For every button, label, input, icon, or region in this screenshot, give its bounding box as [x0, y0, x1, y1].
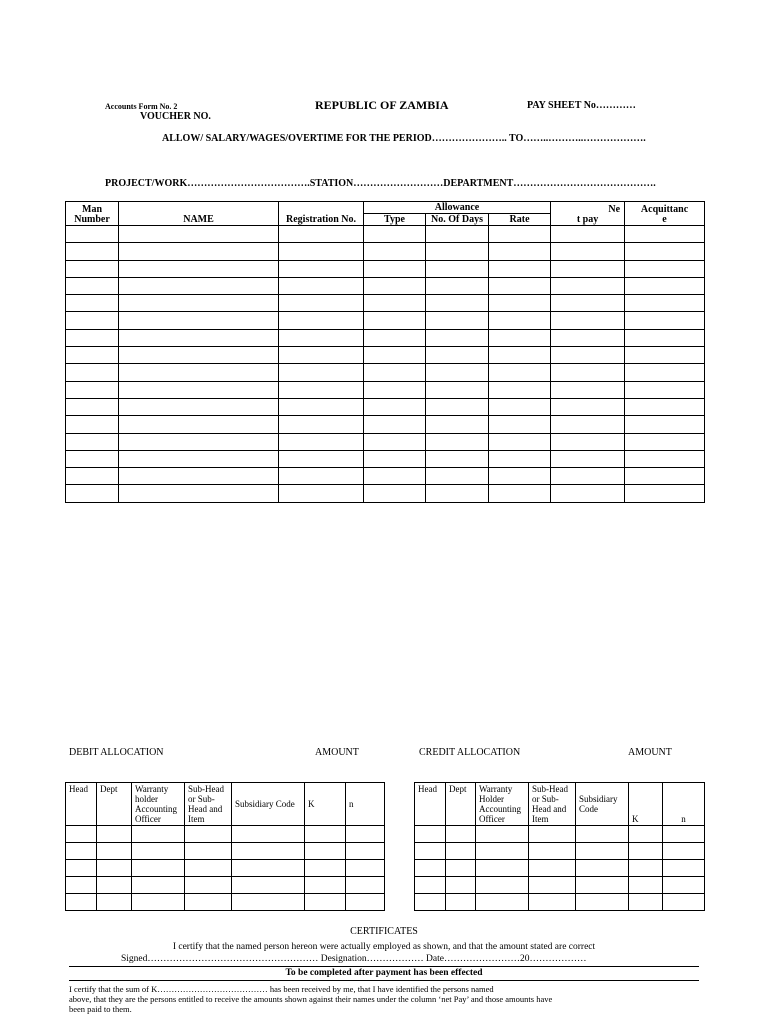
- table-cell: [119, 364, 279, 381]
- table-cell: [625, 381, 705, 398]
- col-man-number: Man Number: [66, 202, 119, 226]
- table-cell: [489, 243, 551, 260]
- table-cell: [119, 312, 279, 329]
- table-cell: [489, 312, 551, 329]
- table-cell: [279, 277, 364, 294]
- table-cell: [232, 877, 305, 894]
- credit-col-header: K: [629, 783, 663, 826]
- table-cell: [364, 433, 426, 450]
- table-cell: [551, 329, 625, 346]
- table-cell: [426, 226, 489, 243]
- table-cell: [119, 243, 279, 260]
- table-cell: [279, 416, 364, 433]
- table-cell: [551, 347, 625, 364]
- table-cell: [426, 450, 489, 467]
- credit-col-header: Dept: [446, 783, 476, 826]
- table-cell: [629, 860, 663, 877]
- table-cell: [279, 295, 364, 312]
- debit-col-header: Warranty holder Accounting Officer: [132, 783, 185, 826]
- table-cell: [132, 860, 185, 877]
- credit-col-header: Warranty Holder Accounting Officer: [476, 783, 529, 826]
- table-cell: [663, 843, 705, 860]
- table-cell: [66, 894, 97, 911]
- credit-col-header: Sub-Head or Sub-Head and Item: [529, 783, 576, 826]
- table-cell: [66, 329, 119, 346]
- table-cell: [66, 468, 119, 485]
- table-cell: [132, 826, 185, 843]
- table-cell: [529, 894, 576, 911]
- table-cell: [625, 295, 705, 312]
- payroll-table: [65, 201, 705, 503]
- table-cell: [119, 433, 279, 450]
- col-acquittance: Acquittanc e: [625, 202, 705, 226]
- table-cell: [551, 312, 625, 329]
- table-cell: [185, 860, 232, 877]
- table-row: [66, 226, 705, 243]
- table-cell: [415, 877, 446, 894]
- table-cell: [625, 450, 705, 467]
- table-cell: [364, 398, 426, 415]
- table-cell: [346, 877, 385, 894]
- certificate-line: I certify that the named person hereon were actually employed as shown, and that the amount stated are correct: [172, 942, 596, 952]
- table-cell: [489, 381, 551, 398]
- table-cell: [415, 860, 446, 877]
- credit-col-header: n: [663, 783, 705, 826]
- table-cell: [364, 277, 426, 294]
- table-cell: [232, 860, 305, 877]
- table-cell: [529, 826, 576, 843]
- table-cell: [446, 877, 476, 894]
- table-cell: [625, 226, 705, 243]
- table-cell: [489, 416, 551, 433]
- col-days: No. Of Days: [426, 214, 489, 226]
- table-cell: [119, 416, 279, 433]
- col-rate: Rate: [489, 214, 551, 226]
- table-cell: [551, 398, 625, 415]
- table-row: [66, 433, 705, 450]
- table-cell: [629, 843, 663, 860]
- table-cell: [625, 433, 705, 450]
- pay-sheet-number: PAY SHEET No…………: [527, 100, 636, 111]
- table-cell: [489, 347, 551, 364]
- table-cell: [66, 843, 97, 860]
- col-registration: Registration No.: [279, 202, 364, 226]
- table-row: [66, 894, 385, 911]
- table-cell: [446, 860, 476, 877]
- table-cell: [97, 860, 132, 877]
- table-cell: [576, 877, 629, 894]
- table-cell: [576, 843, 629, 860]
- table-cell: [364, 485, 426, 502]
- table-cell: [426, 329, 489, 346]
- table-cell: [426, 260, 489, 277]
- table-cell: [346, 843, 385, 860]
- col-net-pay: Ne t pay: [551, 202, 625, 226]
- table-cell: [66, 295, 119, 312]
- table-cell: [551, 433, 625, 450]
- voucher-number: VOUCHER NO.: [140, 111, 211, 122]
- table-cell: [232, 826, 305, 843]
- table-cell: [185, 843, 232, 860]
- table-cell: [625, 485, 705, 502]
- table-row: [66, 468, 705, 485]
- table-cell: [446, 894, 476, 911]
- table-cell: [185, 877, 232, 894]
- table-cell: [364, 312, 426, 329]
- table-cell: [279, 450, 364, 467]
- table-cell: [66, 450, 119, 467]
- table-cell: [66, 485, 119, 502]
- table-cell: [426, 312, 489, 329]
- debit-col-header: Dept: [97, 783, 132, 826]
- table-row: [66, 860, 385, 877]
- credit-allocation-table: [414, 782, 705, 911]
- table-cell: [305, 843, 346, 860]
- table-cell: [97, 894, 132, 911]
- table-cell: [364, 347, 426, 364]
- table-row: [66, 826, 385, 843]
- table-cell: [119, 468, 279, 485]
- table-row: [66, 398, 705, 415]
- table-cell: [66, 243, 119, 260]
- table-row: [66, 295, 705, 312]
- table-cell: [364, 364, 426, 381]
- table-cell: [97, 877, 132, 894]
- table-cell: [489, 364, 551, 381]
- debit-allocation-table: [65, 782, 385, 911]
- payment-certificate-line: I certify that the sum of K………………………………… has been received by me, that I have identified the persons named: [69, 984, 494, 994]
- table-cell: [119, 260, 279, 277]
- table-row: [66, 450, 705, 467]
- table-cell: [625, 312, 705, 329]
- signature-line: Signed……………………………………………… Designation……………… Date……………………20………………: [121, 954, 587, 964]
- table-cell: [476, 826, 529, 843]
- table-cell: [66, 226, 119, 243]
- table-cell: [551, 416, 625, 433]
- table-cell: [279, 347, 364, 364]
- after-payment-heading: To be completed after payment has been effected: [285, 968, 483, 978]
- table-cell: [625, 364, 705, 381]
- table-cell: [551, 243, 625, 260]
- table-cell: [279, 433, 364, 450]
- table-cell: [446, 826, 476, 843]
- credit-allocation-label: CREDIT ALLOCATION: [419, 747, 521, 758]
- table-cell: [119, 347, 279, 364]
- table-cell: [426, 243, 489, 260]
- table-cell: [625, 260, 705, 277]
- table-cell: [66, 416, 119, 433]
- table-cell: [625, 243, 705, 260]
- table-cell: [663, 860, 705, 877]
- table-cell: [132, 894, 185, 911]
- table-cell: [364, 381, 426, 398]
- table-cell: [279, 243, 364, 260]
- table-cell: [97, 826, 132, 843]
- table-cell: [489, 329, 551, 346]
- table-cell: [426, 347, 489, 364]
- table-cell: [119, 329, 279, 346]
- table-cell: [66, 364, 119, 381]
- table-row: [66, 277, 705, 294]
- table-row: [66, 485, 705, 502]
- table-cell: [132, 843, 185, 860]
- table-cell: [489, 277, 551, 294]
- table-cell: [663, 894, 705, 911]
- table-cell: [305, 860, 346, 877]
- table-row: [66, 843, 385, 860]
- table-cell: [625, 347, 705, 364]
- col-allowance: Allowance: [364, 202, 551, 214]
- table-cell: [576, 826, 629, 843]
- credit-amount-label: AMOUNT: [628, 747, 672, 758]
- debit-col-header: K: [305, 783, 346, 826]
- table-row: [66, 347, 705, 364]
- table-cell: [426, 468, 489, 485]
- table-cell: [576, 860, 629, 877]
- table-cell: [446, 843, 476, 860]
- table-cell: [551, 485, 625, 502]
- table-cell: [66, 277, 119, 294]
- project-line: PROJECT/WORK……………………………….STATION………………………DEPARTMENT…………………………………….: [105, 178, 656, 189]
- col-name: NAME: [119, 202, 279, 226]
- table-cell: [415, 894, 446, 911]
- table-cell: [346, 860, 385, 877]
- table-cell: [489, 485, 551, 502]
- table-cell: [364, 450, 426, 467]
- table-row: [415, 826, 705, 843]
- table-cell: [119, 485, 279, 502]
- table-cell: [66, 433, 119, 450]
- table-row: [415, 894, 705, 911]
- table-cell: [185, 894, 232, 911]
- table-cell: [629, 826, 663, 843]
- table-cell: [119, 398, 279, 415]
- table-cell: [629, 894, 663, 911]
- table-cell: [364, 329, 426, 346]
- table-cell: [489, 468, 551, 485]
- table-cell: [625, 398, 705, 415]
- table-cell: [119, 381, 279, 398]
- table-cell: [663, 826, 705, 843]
- table-cell: [279, 364, 364, 381]
- table-cell: [426, 277, 489, 294]
- table-cell: [346, 826, 385, 843]
- col-type: Type: [364, 214, 426, 226]
- table-cell: [279, 312, 364, 329]
- table-cell: [415, 826, 446, 843]
- table-cell: [426, 381, 489, 398]
- table-cell: [279, 485, 364, 502]
- divider: [69, 966, 699, 967]
- table-cell: [489, 398, 551, 415]
- table-cell: [66, 877, 97, 894]
- payment-certificate-line: above, that they are the persons entitled to receive the amounts shown against their names under the column ‘net Pay’ and those amounts have: [69, 994, 553, 1004]
- table-cell: [66, 860, 97, 877]
- table-cell: [364, 416, 426, 433]
- debit-amount-label: AMOUNT: [315, 747, 359, 758]
- table-cell: [476, 860, 529, 877]
- table-row: [66, 381, 705, 398]
- table-cell: [364, 468, 426, 485]
- table-cell: [551, 277, 625, 294]
- debit-col-header: n: [346, 783, 385, 826]
- table-cell: [426, 398, 489, 415]
- table-cell: [476, 843, 529, 860]
- debit-col-header: Subsidiary Code: [232, 783, 305, 826]
- table-cell: [364, 226, 426, 243]
- table-row: [415, 843, 705, 860]
- table-cell: [66, 826, 97, 843]
- table-cell: [305, 877, 346, 894]
- table-cell: [551, 450, 625, 467]
- table-cell: [119, 295, 279, 312]
- table-cell: [551, 226, 625, 243]
- table-cell: [119, 226, 279, 243]
- table-cell: [489, 295, 551, 312]
- table-row: [66, 877, 385, 894]
- table-cell: [66, 260, 119, 277]
- table-cell: [551, 260, 625, 277]
- table-cell: [415, 843, 446, 860]
- table-cell: [426, 485, 489, 502]
- certificates-title: CERTIFICATES: [350, 926, 418, 937]
- table-cell: [625, 329, 705, 346]
- table-cell: [489, 226, 551, 243]
- table-cell: [346, 894, 385, 911]
- table-cell: [66, 381, 119, 398]
- table-cell: [551, 381, 625, 398]
- table-cell: [426, 295, 489, 312]
- table-cell: [529, 860, 576, 877]
- table-cell: [663, 877, 705, 894]
- table-cell: [185, 826, 232, 843]
- form-number: Accounts Form No. 2: [105, 102, 178, 111]
- table-row: [66, 416, 705, 433]
- payment-certificate-line: been paid to them.: [69, 1004, 132, 1014]
- table-cell: [364, 295, 426, 312]
- debit-col-header: Sub-Head or Sub-Head and Item: [185, 783, 232, 826]
- table-cell: [625, 468, 705, 485]
- table-cell: [426, 364, 489, 381]
- table-row: [415, 877, 705, 894]
- table-cell: [551, 295, 625, 312]
- table-cell: [132, 877, 185, 894]
- divider: [69, 980, 699, 981]
- table-cell: [529, 843, 576, 860]
- table-cell: [426, 416, 489, 433]
- debit-col-header: Head: [66, 783, 97, 826]
- table-cell: [476, 894, 529, 911]
- table-cell: [232, 843, 305, 860]
- table-cell: [97, 843, 132, 860]
- table-cell: [476, 877, 529, 894]
- credit-col-header: Subsidiary Code: [576, 783, 629, 826]
- table-cell: [489, 433, 551, 450]
- table-cell: [66, 347, 119, 364]
- table-cell: [305, 826, 346, 843]
- table-cell: [279, 468, 364, 485]
- table-cell: [625, 416, 705, 433]
- table-row: [66, 329, 705, 346]
- table-cell: [489, 260, 551, 277]
- table-cell: [66, 312, 119, 329]
- table-cell: [279, 329, 364, 346]
- table-cell: [426, 433, 489, 450]
- table-cell: [119, 277, 279, 294]
- table-cell: [364, 260, 426, 277]
- table-cell: [551, 468, 625, 485]
- table-cell: [625, 277, 705, 294]
- table-cell: [529, 877, 576, 894]
- table-cell: [576, 894, 629, 911]
- table-row: [66, 312, 705, 329]
- debit-allocation-label: DEBIT ALLOCATION: [69, 747, 164, 758]
- table-cell: [279, 226, 364, 243]
- page-title: REPUBLIC OF ZAMBIA: [315, 98, 449, 112]
- table-cell: [119, 450, 279, 467]
- table-cell: [279, 398, 364, 415]
- table-cell: [629, 877, 663, 894]
- table-cell: [279, 260, 364, 277]
- table-cell: [305, 894, 346, 911]
- table-cell: [232, 894, 305, 911]
- table-cell: [364, 243, 426, 260]
- table-cell: [551, 364, 625, 381]
- table-row: [66, 260, 705, 277]
- credit-col-header: Head: [415, 783, 446, 826]
- table-row: [66, 243, 705, 260]
- table-row: [415, 860, 705, 877]
- table-cell: [279, 381, 364, 398]
- table-row: [66, 364, 705, 381]
- table-cell: [66, 398, 119, 415]
- table-cell: [489, 450, 551, 467]
- period-line: ALLOW/ SALARY/WAGES/OVERTIME FOR THE PERIOD………………….. TO……..………..……………….: [162, 133, 646, 144]
